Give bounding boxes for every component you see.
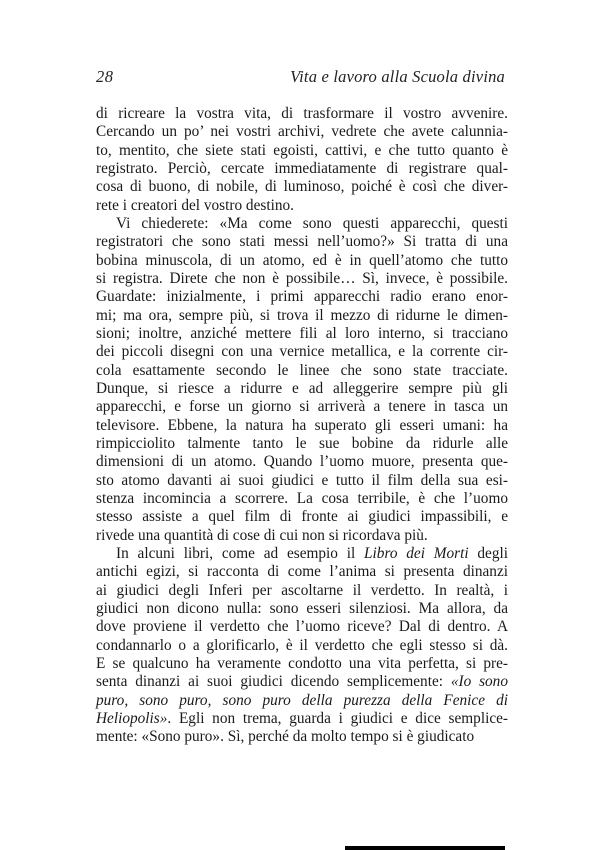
text-segment: televisore. Ebbene, la natura ha superato gli esseri umani: ha xyxy=(96,416,508,434)
running-title: Vita e lavoro alla Scuola divina xyxy=(290,67,505,86)
text-line xyxy=(96,637,508,655)
text-segment: dei piccoli disegni con una vernice metallica, e la corrente cir- xyxy=(96,343,508,361)
text-segment: dove proviene il verdetto che l’uomo riceve? Dal di dentro. A xyxy=(96,618,508,636)
text-line xyxy=(96,545,508,563)
text-segment: . Egli non trema, guarda i giudici e dice semplice- xyxy=(167,709,508,727)
text-segment: dimensioni di un atomo. Quando l’uomo muore, presenta que- xyxy=(96,453,508,471)
text-line xyxy=(96,160,508,178)
text-segment: giudici non dicono nulla: sono esseri silenziosi. Ma allora, da xyxy=(96,599,508,617)
page-header xyxy=(96,67,505,87)
text-segment: rete i creatori del vostro destino. xyxy=(96,196,294,214)
text-line xyxy=(96,563,508,581)
italic-text-segment: puro, sono puro, sono puro della purezza della Fenice di xyxy=(96,691,508,709)
text-segment: stesso assiste a quel film di fronte ai giudici impassibili, e xyxy=(96,508,508,526)
text-line xyxy=(96,197,508,215)
text-segment: di ricreare la vostra vita, di trasformare il vostro avvenire. xyxy=(96,105,508,122)
text-line xyxy=(96,215,508,233)
text-segment: registrato. Perciò, cercate immediatamente di registrare qual- xyxy=(96,159,508,177)
text-segment: degli xyxy=(468,544,508,562)
text-line xyxy=(96,398,508,416)
page-number: 28 xyxy=(96,67,114,86)
italic-text-segment: Heliopolis» xyxy=(96,709,168,727)
text-line xyxy=(96,655,508,673)
text-line xyxy=(96,600,508,618)
text-segment: stenza incomincia a scorrere. La cosa terribile, è che l’uomo xyxy=(96,489,508,507)
text-line xyxy=(96,692,508,710)
scan-artifact-bar xyxy=(345,846,505,850)
text-segment: sioni; inoltre, anziché mettere fili al loro interno, si tracciano xyxy=(96,324,508,342)
italic-text-segment: Libro dei Morti xyxy=(364,544,469,562)
text-line xyxy=(96,582,508,600)
text-segment: condannarlo o a glorificarlo, è il verdetto che egli stesso si dà. xyxy=(96,636,508,654)
text-line xyxy=(96,435,508,453)
text-line xyxy=(96,142,508,160)
text-segment: In alcuni libri, come ad esempio il xyxy=(116,544,365,562)
text-segment: Vi chiederete: «Ma come sono questi apparecchi, questi xyxy=(116,214,508,232)
text-segment: mente: «Sono puro». Sì, perché da molto tempo si è giudicato xyxy=(96,728,475,746)
text-line xyxy=(96,288,508,306)
text-line xyxy=(96,233,508,251)
text-line xyxy=(96,105,508,123)
text-line xyxy=(96,527,508,545)
text-line xyxy=(96,417,508,435)
text-segment: cosa di buono, di nobile, di luminoso, poiché è così che diver- xyxy=(96,178,508,196)
text-segment: E se qualcuno ha veramente condotto una vita perfetta, si pre- xyxy=(96,654,508,672)
text-segment: to, mentito, che siete stati egoisti, cattivi, e che tutto quanto è xyxy=(96,141,508,159)
text-line xyxy=(96,178,508,196)
text-line xyxy=(96,270,508,288)
italic-text-segment: «Io sono xyxy=(450,673,508,691)
text-line xyxy=(96,362,508,380)
text-line xyxy=(96,380,508,398)
text-segment: Dunque, si riesce a ridurre e ad alleggerire sempre più gli xyxy=(96,379,508,397)
text-segment: ai giudici degli Inferi per ascoltarne il verdetto. In realtà, i xyxy=(96,581,508,599)
text-line xyxy=(96,123,508,141)
text-segment: antichi egizi, si racconta di come l’anima si presenta dinanzi xyxy=(96,563,508,581)
text-line xyxy=(96,673,508,691)
text-segment: mi; ma ora, sempre più, si trova il mezzo di ridurne le dimen- xyxy=(96,306,508,324)
text-segment: cola esattamente secondo le linee che sono state tracciate. xyxy=(96,361,508,379)
text-line xyxy=(96,343,508,361)
text-segment: Guardate: inizialmente, i primi apparecchi radio erano enor- xyxy=(96,288,508,306)
text-segment: rimpicciolito talmente tanto le sue bobine da ridurle alle xyxy=(96,434,508,452)
text-segment: sto atomo davanti ai suoi giudici e tutto il film della sua esi- xyxy=(96,471,508,489)
text-line xyxy=(96,252,508,270)
text-segment: senta dinanzi ai suoi giudici dicendo semplicemente: xyxy=(96,673,451,691)
text-line xyxy=(96,325,508,343)
text-segment: Cercando un po’ nei vostri archivi, vedrete che avete calunnia- xyxy=(96,123,508,141)
text-line xyxy=(96,728,508,746)
text-segment: apparecchi, e forse un giorno si arriverà a tenere in tasca un xyxy=(96,398,508,416)
text-line xyxy=(96,710,508,728)
text-line xyxy=(96,490,508,508)
text-line xyxy=(96,618,508,636)
text-segment: registratori che sono stati messi nell’uomo?» Si tratta di una xyxy=(96,233,508,251)
text-line xyxy=(96,307,508,325)
body-text xyxy=(96,105,508,746)
text-segment: rivede una quantità di cose di cui non si ricordava più. xyxy=(96,526,428,544)
text-segment: si registra. Direte che non è possibile… Sì, invece, è possibile. xyxy=(96,269,508,287)
text-line xyxy=(96,508,508,526)
text-line xyxy=(96,472,508,490)
text-line xyxy=(96,453,508,471)
text-segment: bobina minuscola, di un atomo, ed è in quell’atomo che tutto xyxy=(96,251,508,269)
